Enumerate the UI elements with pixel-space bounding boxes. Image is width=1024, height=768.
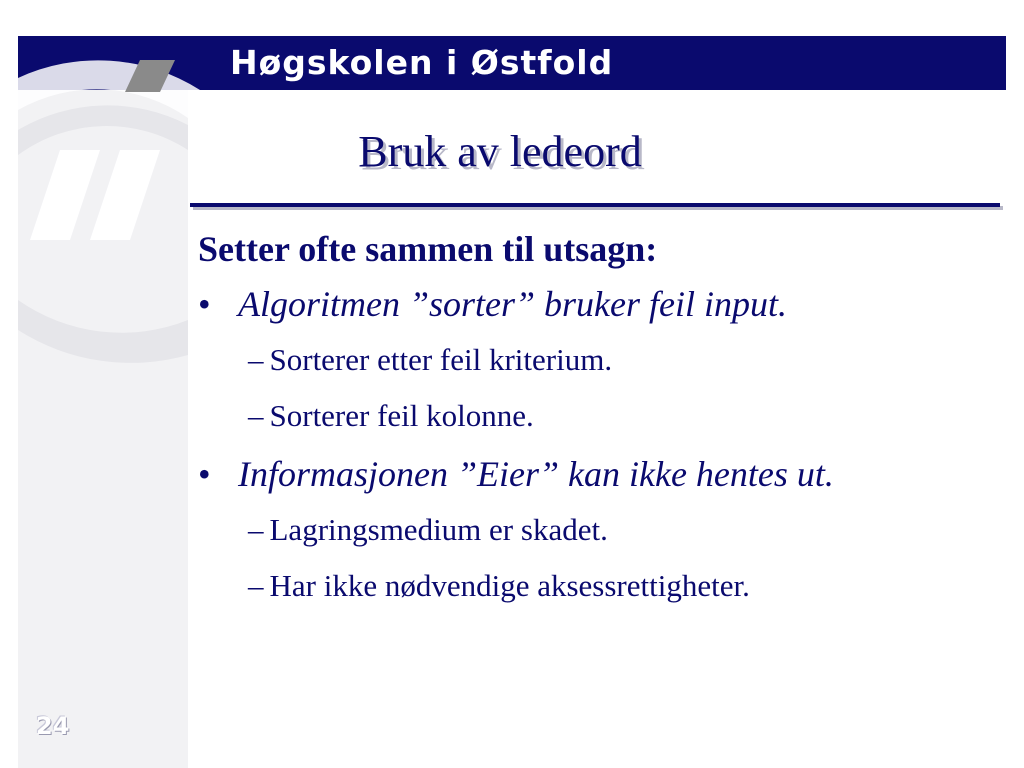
sub-marker: – bbox=[248, 398, 264, 433]
sub-marker: – bbox=[248, 512, 264, 547]
sub-text: Har ikke nødvendige aksessrettigheter. bbox=[269, 568, 750, 603]
sub-text: Lagringsmedium er skadet. bbox=[269, 512, 608, 547]
sub-text: Sorterer etter feil kriterium. bbox=[269, 342, 613, 377]
slide-content bbox=[198, 226, 978, 614]
bullet-text: Algoritmen ”sorter” bruker feil input. bbox=[238, 284, 787, 324]
bullet-item bbox=[198, 448, 978, 500]
bullet-text: Informasjonen ”Eier” kan ikke hentes ut. bbox=[238, 454, 834, 494]
content-heading: Setter ofte sammen til utsagn: bbox=[198, 229, 658, 269]
sub-item bbox=[198, 388, 978, 444]
title-divider bbox=[190, 203, 1000, 207]
sub-item bbox=[198, 558, 978, 614]
sub-item bbox=[198, 332, 978, 388]
sub-marker: – bbox=[248, 568, 264, 603]
bullet-marker: • bbox=[198, 284, 211, 324]
sub-marker: – bbox=[248, 342, 264, 377]
bullet-marker: • bbox=[198, 454, 211, 494]
sub-text: Sorterer feil kolonne. bbox=[269, 398, 534, 433]
bullet-item bbox=[198, 278, 978, 330]
hiof-logo-icon bbox=[0, 0, 210, 380]
sub-item bbox=[198, 502, 978, 558]
slide-title: Bruk av ledeord bbox=[358, 127, 642, 176]
slide-number: 24 bbox=[36, 712, 70, 740]
institution-name: Høgskolen i Østfold bbox=[230, 43, 614, 82]
